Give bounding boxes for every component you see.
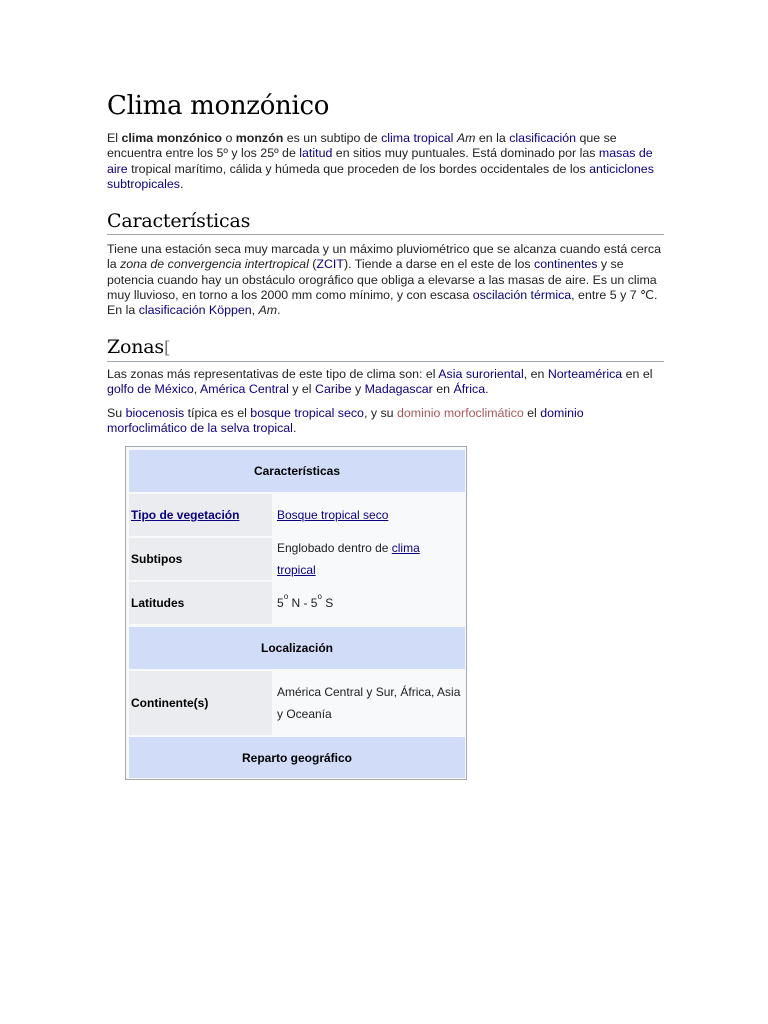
text: es un subtipo de [283, 131, 382, 145]
text: , en [523, 367, 548, 381]
text: ). Tiende a darse en el este de los [343, 257, 535, 272]
infobox-label [129, 494, 272, 536]
edit-bracket[interactable]: [ [163, 338, 171, 358]
infobox-header-reparto: Reparto geográfico [129, 737, 465, 778]
caracteristicas-paragraph [107, 242, 664, 318]
italic-term: zona de convergencia intertropical [120, 257, 309, 272]
zonas-paragraph-2 [107, 406, 664, 437]
infobox-value [275, 582, 465, 624]
link-dominio-selva-tropical[interactable]: dominio morfoclimático de la selva tropical [107, 406, 584, 436]
infobox-row-latitudes [129, 582, 465, 624]
text: N - 5 [288, 596, 318, 610]
link-america-central[interactable]: América Central [200, 382, 289, 397]
text: , entre 5 y 7 ℃. En la [107, 287, 658, 318]
link-clima-tropical[interactable]: clima tropical [381, 131, 454, 145]
italic-term: Am [258, 303, 278, 318]
heading-zonas-text: Zonas [107, 336, 164, 358]
text: Las zonas más representativas de este tipo de clima son: el [107, 367, 439, 381]
heading-caracteristicas: Características [107, 209, 664, 235]
text: tropical marítimo, cálida y húmeda que proceden de los bordes occidentales de los [127, 161, 590, 176]
text: . [277, 303, 281, 318]
text: . [485, 382, 489, 397]
infobox-row-tipo-vegetacion [129, 494, 465, 536]
link-continentes[interactable]: continentes [534, 257, 598, 272]
infobox-row-subtipos [129, 538, 465, 580]
text: típica es el [184, 406, 251, 420]
link-anticiclones[interactable]: anticiclones subtropicales [107, 161, 654, 191]
text: ( [308, 257, 317, 272]
infobox-label: Continente(s) [129, 671, 272, 735]
link-bosque-tropical-seco-value[interactable]: Bosque tropical seco [277, 508, 389, 522]
link-clasificacion-koppen[interactable]: clasificación Köppen [138, 303, 252, 318]
link-clima-tropical-value[interactable]: clima tropical [277, 541, 420, 577]
link-biocenosis[interactable]: biocenosis [125, 406, 185, 420]
link-tipo-de-vegetacion[interactable]: Tipo de vegetación [131, 508, 240, 522]
link-dominio-morfoclimatico[interactable]: dominio morfoclimático [397, 406, 524, 420]
bold-term: clima monzónico [121, 131, 222, 145]
link-madagascar[interactable]: Madagascar [364, 382, 433, 397]
link-caribe[interactable]: Caribe [315, 382, 352, 397]
text: en [432, 382, 454, 397]
link-africa[interactable]: África [453, 382, 486, 397]
text: , [193, 382, 200, 397]
infobox-label: Subtipos [129, 538, 272, 580]
italic-term: Am [456, 131, 476, 145]
link-bosque-tropical-seco[interactable]: bosque tropical seco [250, 406, 364, 420]
text: Tiene una estación seca muy marcada y un máximo pluviométrico que se alcanza cuando está cerca la [107, 242, 661, 272]
zonas-paragraph-1 [107, 367, 664, 398]
text: Su [107, 406, 126, 420]
text: , y su [363, 406, 398, 420]
link-golfo-de-mexico[interactable]: golfo de México [107, 382, 194, 397]
text: en la [475, 131, 510, 145]
heading-zonas [107, 335, 664, 362]
infobox-row-continentes [129, 671, 465, 735]
infobox-table [125, 446, 467, 780]
degree-mark: o [283, 592, 289, 601]
infobox-value: América Central y Sur, África, Asia y Oceanía [275, 671, 465, 735]
text: El [107, 131, 122, 145]
bold-term: monzón [235, 131, 284, 145]
link-clasificacion[interactable]: clasificación [509, 131, 577, 145]
infobox-value [275, 494, 465, 536]
link-asia-suroriental[interactable]: Asia suroriental [438, 367, 524, 381]
page-title: Clima monzónico [107, 91, 330, 121]
text: . [180, 176, 184, 191]
text: . [292, 421, 297, 436]
text: o [222, 131, 236, 145]
text: y se potencia cuando hay un obstáculo orográfico que obliga a elevarse a las masas de aire. Es un clima muy lluvioso, en torno a los 2000 mm como mínimo, y con escasa [107, 257, 657, 302]
text: S [321, 596, 334, 610]
link-latitud[interactable]: latitud [299, 146, 333, 161]
infobox-label: Latitudes [129, 582, 272, 624]
infobox-header-localizacion: Localización [129, 627, 465, 669]
text: 5 [277, 596, 284, 610]
text: y el [288, 382, 315, 397]
text: en el [622, 367, 653, 381]
link-zcit[interactable]: ZCIT [316, 257, 344, 272]
text: y [351, 382, 365, 397]
link-masas-de-aire[interactable]: masas de aire [107, 146, 653, 176]
infobox-value [275, 538, 465, 580]
infobox-header-caracteristicas: Características [129, 450, 465, 492]
text: Englobado dentro de [277, 541, 392, 555]
text: , [251, 303, 259, 318]
link-oscilacion-termica[interactable]: oscilación térmica [472, 287, 572, 302]
degree-mark: o [317, 592, 322, 601]
text: que se encuentra entre los 5º y los 25º de [107, 131, 617, 161]
text: el [523, 406, 541, 420]
text: en sitios muy puntuales. Está dominado por las [332, 146, 599, 161]
link-norteamerica[interactable]: Norteamérica [547, 367, 623, 381]
intro-paragraph [107, 131, 664, 192]
